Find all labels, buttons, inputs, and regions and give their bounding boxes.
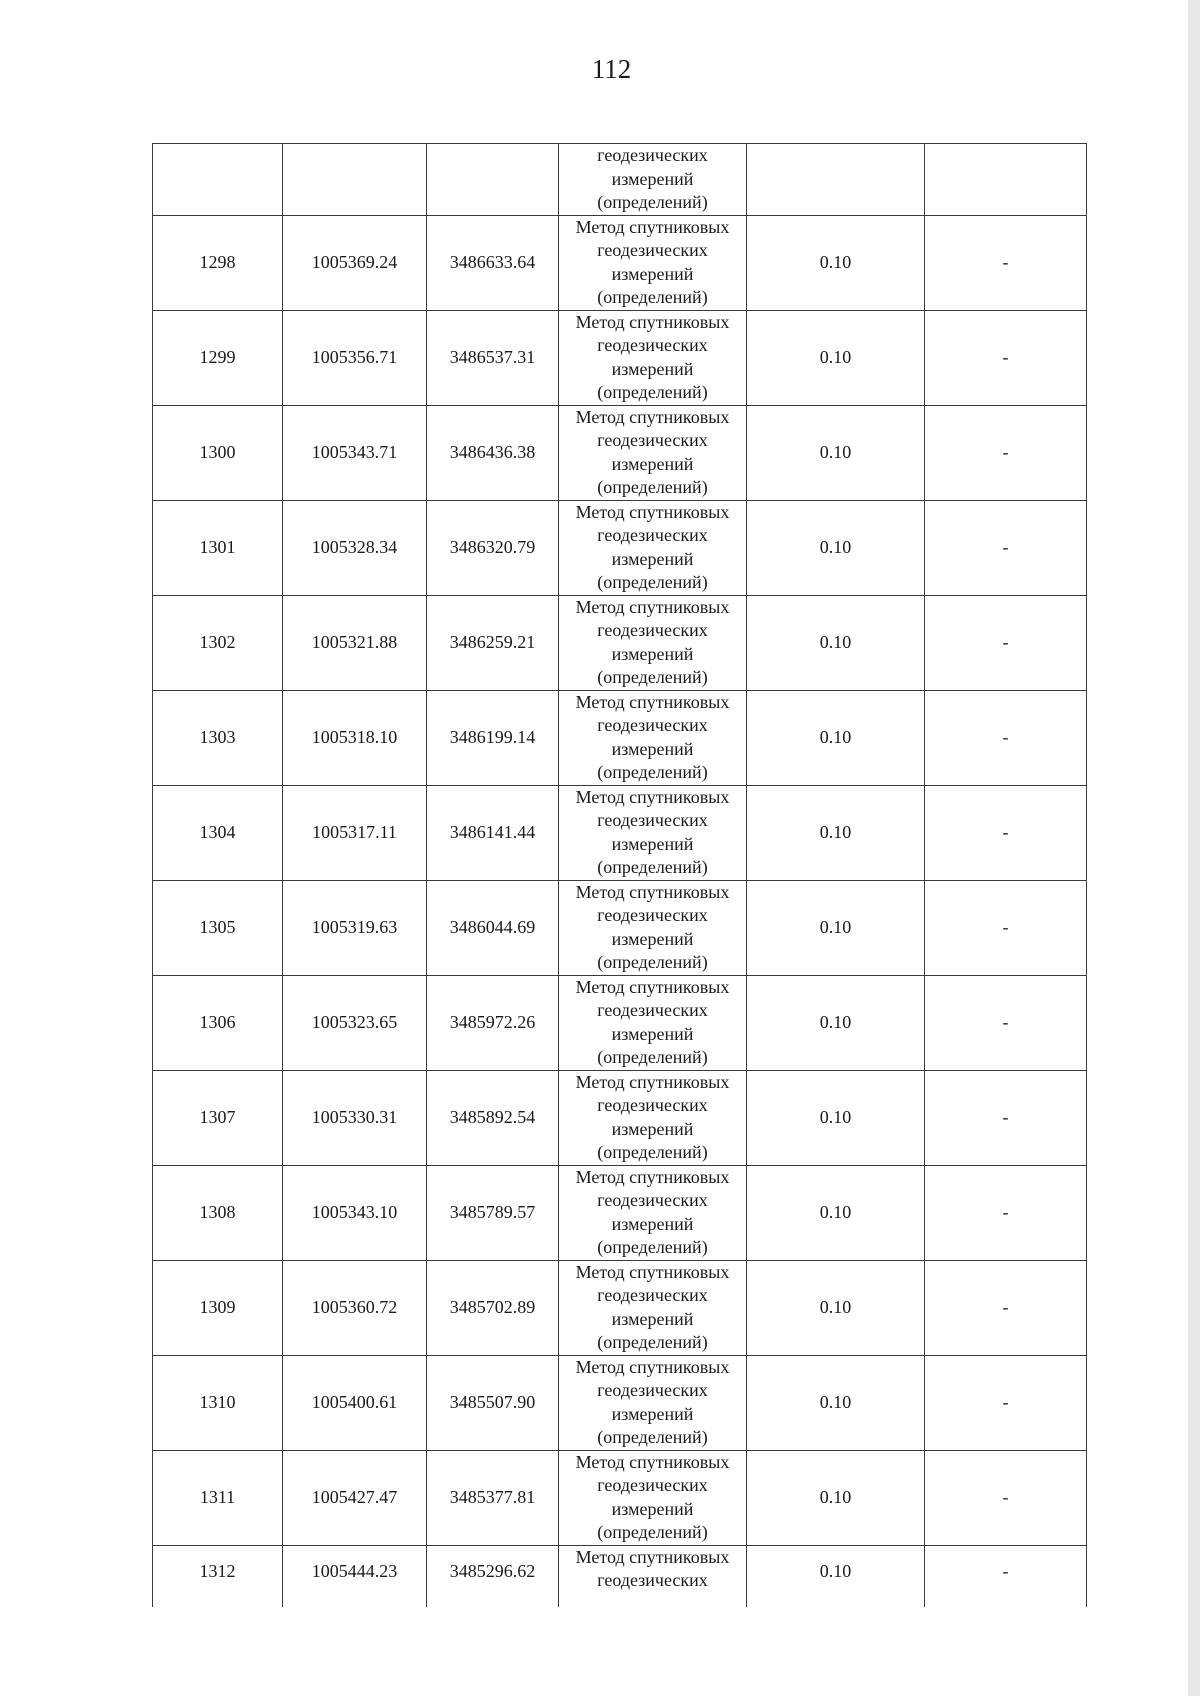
cell-y: 3486436.38: [427, 405, 559, 500]
method-line: (определений): [597, 572, 708, 592]
cell-accuracy: 0.10: [747, 785, 925, 880]
cell-accuracy: 0.10: [747, 1260, 925, 1355]
table-row-partial: [153, 1545, 1087, 1607]
table-row: [153, 500, 1087, 595]
cell-accuracy: 0.10: [747, 1545, 925, 1607]
cell-method: [559, 1450, 747, 1545]
method-line: Метод спутниковых: [575, 406, 730, 427]
cell-note: -: [925, 1260, 1087, 1355]
cell-note: -: [925, 1450, 1087, 1545]
cell-accuracy: 0.10: [747, 215, 925, 310]
table-row: [153, 1355, 1087, 1450]
cell-method: [559, 310, 747, 405]
cell-y: 3485702.89: [427, 1260, 559, 1355]
cell-y: 3485377.81: [427, 1450, 559, 1545]
cell-note: -: [925, 880, 1087, 975]
cell-x: 1005319.63: [283, 880, 427, 975]
cell-number: 1303: [153, 690, 283, 785]
cell-y: 3486633.64: [427, 215, 559, 310]
cell-number: 1310: [153, 1355, 283, 1450]
cell-x: 1005427.47: [283, 1450, 427, 1545]
cell-note: -: [925, 310, 1087, 405]
cell-note: -: [925, 1545, 1087, 1607]
cell-method: [559, 1260, 747, 1355]
method-line: геодезических: [597, 1190, 708, 1210]
scan-edge: [1188, 0, 1200, 1696]
cell-number: 1312: [153, 1545, 283, 1607]
method-line: геодезических: [597, 905, 708, 925]
method-line: геодезических: [597, 1570, 708, 1590]
cell-number: 1307: [153, 1070, 283, 1165]
cell-number: 1309: [153, 1260, 283, 1355]
table-row: [153, 975, 1087, 1070]
method-line: измерений: [611, 1118, 694, 1139]
table-row: [153, 1450, 1087, 1545]
cell-number: 1311: [153, 1450, 283, 1545]
cell-number: 1304: [153, 785, 283, 880]
method-line: Метод спутниковых: [575, 596, 730, 617]
cell-method: [559, 1355, 747, 1450]
method-line: геодезических: [597, 1475, 708, 1495]
method-line: измерений: [611, 1498, 694, 1519]
method-line: измерений: [611, 358, 694, 379]
method-line: геодезических: [597, 620, 708, 640]
cell-accuracy: 0.10: [747, 975, 925, 1070]
cell-accuracy: 0.10: [747, 880, 925, 975]
method-line: (определений): [597, 1332, 708, 1352]
cell-number: 1306: [153, 975, 283, 1070]
cell-y: 3486320.79: [427, 500, 559, 595]
cell-method: [559, 975, 747, 1070]
method-line: геодезических: [597, 1380, 708, 1400]
cell-y: 3485296.62: [427, 1545, 559, 1607]
cell-x: 1005400.61: [283, 1355, 427, 1450]
cell-method: [559, 595, 747, 690]
method-line: Метод спутниковых: [575, 1546, 730, 1567]
cell-x: 1005323.65: [283, 975, 427, 1070]
cell-y: 3486044.69: [427, 880, 559, 975]
method-line: Метод спутниковых: [575, 501, 730, 522]
method-line: (определений): [597, 952, 708, 972]
method-line: Метод спутниковых: [575, 976, 730, 997]
cell-accuracy: 0.10: [747, 1070, 925, 1165]
cell-note: -: [925, 1355, 1087, 1450]
table-row: [153, 310, 1087, 405]
cell-method: [559, 500, 747, 595]
cell-method: [559, 215, 747, 310]
cell-x: 1005343.71: [283, 405, 427, 500]
method-line: (определений): [597, 477, 708, 497]
cell-note: -: [925, 1165, 1087, 1260]
method-line: измерений: [611, 168, 694, 189]
cell-x: 1005369.24: [283, 215, 427, 310]
method-line: измерений: [611, 548, 694, 569]
cell-x: [283, 144, 427, 216]
cell-x: 1005444.23: [283, 1545, 427, 1607]
cell-x: 1005317.11: [283, 785, 427, 880]
table-row: [153, 215, 1087, 310]
cell-accuracy: 0.10: [747, 1165, 925, 1260]
cell-method: [559, 880, 747, 975]
cell-accuracy: [747, 144, 925, 216]
method-line: геодезических: [597, 525, 708, 545]
method-line: измерений: [611, 738, 694, 759]
table-row: [153, 690, 1087, 785]
method-line: Метод спутниковых: [575, 1451, 730, 1472]
cell-y: 3486259.21: [427, 595, 559, 690]
cell-y: [427, 144, 559, 216]
cell-note: -: [925, 1070, 1087, 1165]
cell-x: 1005343.10: [283, 1165, 427, 1260]
method-line: Метод спутниковых: [575, 1166, 730, 1187]
cell-number: [153, 144, 283, 216]
cell-note: -: [925, 500, 1087, 595]
method-line: геодезических: [597, 810, 708, 830]
method-line: геодезических: [597, 1285, 708, 1305]
method-line: геодезических: [597, 430, 708, 450]
cell-x: 1005356.71: [283, 310, 427, 405]
method-line: измерений: [611, 833, 694, 854]
cell-method: [559, 1545, 747, 1607]
page-number: 112: [591, 54, 632, 84]
cell-accuracy: 0.10: [747, 310, 925, 405]
method-line: геодезических: [597, 715, 708, 735]
method-line: измерений: [611, 263, 694, 284]
cell-accuracy: 0.10: [747, 405, 925, 500]
method-line: измерений: [611, 928, 694, 949]
method-line: Метод спутниковых: [575, 1071, 730, 1092]
cell-accuracy: 0.10: [747, 500, 925, 595]
method-line: Метод спутниковых: [575, 1261, 730, 1282]
cell-method: [559, 785, 747, 880]
cell-note: -: [925, 405, 1087, 500]
cell-y: 3486537.31: [427, 310, 559, 405]
method-line: измерений: [611, 1213, 694, 1234]
cell-x: 1005328.34: [283, 500, 427, 595]
cell-number: 1308: [153, 1165, 283, 1260]
method-line: геодезических: [597, 145, 708, 165]
cell-number: 1305: [153, 880, 283, 975]
coordinates-table: [152, 143, 1087, 1607]
cell-method: [559, 405, 747, 500]
cell-x: 1005318.10: [283, 690, 427, 785]
method-line: (определений): [597, 192, 708, 212]
table-row: [153, 595, 1087, 690]
cell-y: 3485789.57: [427, 1165, 559, 1260]
cell-number: 1300: [153, 405, 283, 500]
cell-y: 3485972.26: [427, 975, 559, 1070]
cell-method: [559, 1070, 747, 1165]
method-line: (определений): [597, 1522, 708, 1542]
method-line: геодезических: [597, 335, 708, 355]
method-line: (определений): [597, 1427, 708, 1447]
method-line: (определений): [597, 1237, 708, 1257]
cell-number: 1301: [153, 500, 283, 595]
cell-x: 1005321.88: [283, 595, 427, 690]
method-line: геодезических: [597, 1095, 708, 1115]
cell-x: 1005330.31: [283, 1070, 427, 1165]
table-row: [153, 1070, 1087, 1165]
method-line: (определений): [597, 382, 708, 402]
method-line: измерений: [611, 643, 694, 664]
method-line: измерений: [611, 1023, 694, 1044]
cell-method: [559, 690, 747, 785]
method-line: Метод спутниковых: [575, 881, 730, 902]
cell-note: -: [925, 215, 1087, 310]
cell-accuracy: 0.10: [747, 595, 925, 690]
method-line: (определений): [597, 1047, 708, 1067]
cell-y: 3485507.90: [427, 1355, 559, 1450]
cell-number: 1299: [153, 310, 283, 405]
method-line: измерений: [611, 453, 694, 474]
method-line: (определений): [597, 857, 708, 877]
cell-note: -: [925, 690, 1087, 785]
cell-y: 3485892.54: [427, 1070, 559, 1165]
method-line: (определений): [597, 762, 708, 782]
cell-y: 3486199.14: [427, 690, 559, 785]
method-line: (определений): [597, 287, 708, 307]
method-line: измерений: [611, 1403, 694, 1424]
table-row: [153, 405, 1087, 500]
method-line: Метод спутниковых: [575, 691, 730, 712]
method-line: измерений: [611, 1308, 694, 1329]
cell-number: 1302: [153, 595, 283, 690]
cell-accuracy: 0.10: [747, 690, 925, 785]
cell-method: [559, 144, 747, 216]
method-line: (определений): [597, 667, 708, 687]
cell-note: -: [925, 595, 1087, 690]
cell-y: 3486141.44: [427, 785, 559, 880]
cell-note: -: [925, 785, 1087, 880]
cell-accuracy: 0.10: [747, 1450, 925, 1545]
table-row: [153, 880, 1087, 975]
cell-note: -: [925, 975, 1087, 1070]
table-body: [153, 144, 1087, 1607]
cell-method: [559, 1165, 747, 1260]
table-row-continuation: [153, 144, 1087, 216]
cell-accuracy: 0.10: [747, 1355, 925, 1450]
method-line: Метод спутниковых: [575, 1356, 730, 1377]
table-row: [153, 1260, 1087, 1355]
method-line: (определений): [597, 1142, 708, 1162]
table-row: [153, 1165, 1087, 1260]
method-line: геодезических: [597, 240, 708, 260]
method-line: геодезических: [597, 1000, 708, 1020]
method-line: Метод спутниковых: [575, 311, 730, 332]
cell-x: 1005360.72: [283, 1260, 427, 1355]
method-line: Метод спутниковых: [575, 216, 730, 237]
cell-number: 1298: [153, 215, 283, 310]
table-row: [153, 785, 1087, 880]
cell-note: [925, 144, 1087, 216]
method-line: Метод спутниковых: [575, 786, 730, 807]
